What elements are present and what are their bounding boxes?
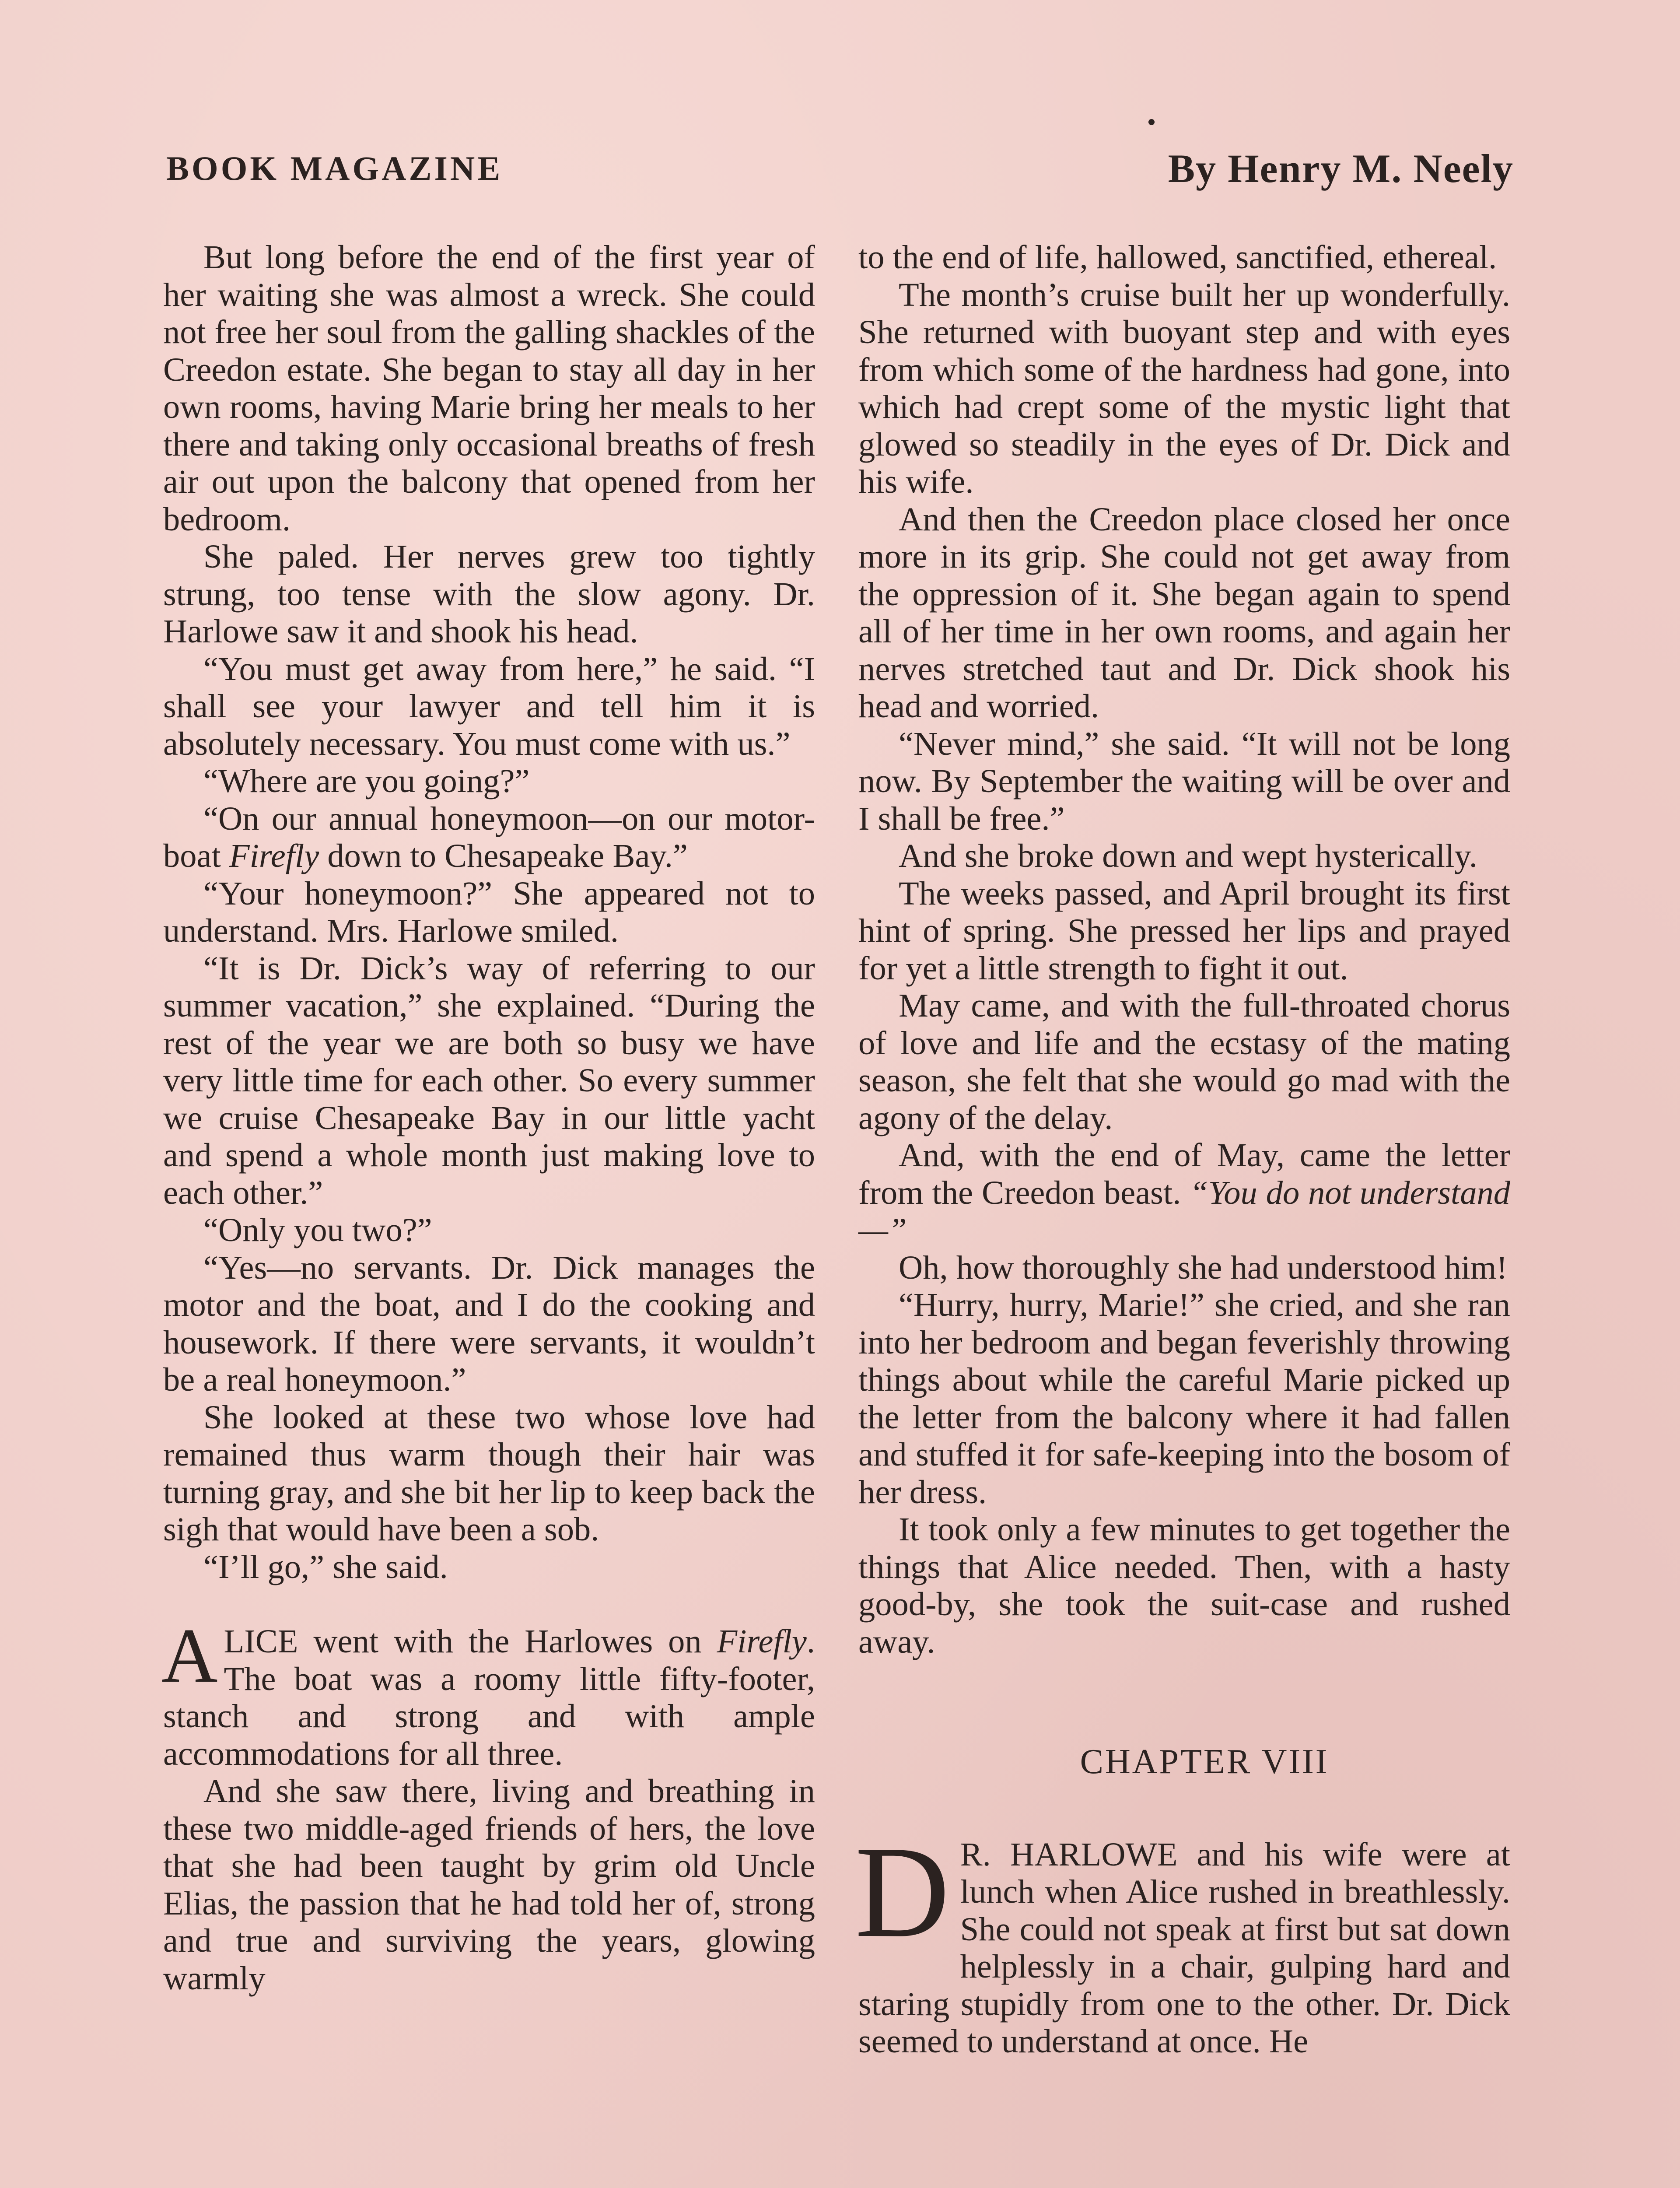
running-head — [166, 146, 1514, 201]
paragraph: Oh, how thoroughly she had understood him! — [899, 1248, 1508, 1286]
paragraph-continued: to the end of life, hallowed, sanctified, ethereal. — [858, 238, 1497, 276]
chapter-heading: CHAPTER VIII — [1080, 1743, 1329, 1781]
paragraph — [858, 1136, 1510, 1249]
paragraph: The weeks passed, and April brought its first hint of spring. She pressed her lips and prayed for yet a little strength to fight it out. — [858, 874, 1510, 987]
paragraph: “It is Dr. Dick’s way of referring to our summer vacation,” she explained. “During the rest of the year we are both so busy we have very little time for each other. So every summer we cruise Chesapeake Bay in our little yacht and spend a whole month just making love to each other.” — [163, 949, 815, 1211]
paragraph: “Hurry, hurry, Marie!” she cried, and she ran into her bedroom and began feverishly throwing things about while the careful Marie picked up the letter from the balcony where it had fallen and stuffed it for safe-keeping into the bosom of her dress. — [858, 1286, 1510, 1511]
boat-name: Firefly — [229, 837, 319, 874]
chapter-opening-paragraph — [855, 1819, 1510, 2060]
paragraph: “Where are you going?” — [203, 762, 530, 799]
paragraph-text: And, with the end of May, came the letter from the Creedon beast. — [858, 1136, 1510, 1211]
paragraph-text: down to Chesapeake Bay.” — [319, 837, 688, 874]
paragraph-text: LICE went with the Harlowes on — [224, 1623, 717, 1660]
right-column — [855, 238, 1510, 2060]
print-speck — [1148, 119, 1155, 125]
boat-name: Firefly — [717, 1623, 807, 1660]
left-column — [163, 238, 815, 1997]
paragraph: She paled. Her nerves grew too tightly strung, too tense with the slow agony. Dr. Harlowe saw it and shook his head. — [163, 538, 815, 650]
paragraph: “Yes—no servants. Dr. Dick manages the motor and the boat, and I do the cooking and housework. If there were servants, it wouldn’t be a real honeymoon.” — [163, 1248, 815, 1398]
paragraph: And she saw there, living and breathing in these two middle-aged friends of hers, the love that she had been taught by grim old Uncle Elias, the passion that he had told her of, strong and true and surviving the years, glowing warmly — [163, 1772, 815, 1997]
paragraph: May came, and with the full-throated chorus of love and life and the ecstasy of the mating season, she felt that she would go mad with the agony of the delay. — [858, 987, 1510, 1136]
paragraph: “Never mind,” she said. “It will not be long now. By September the waiting will be over and I shall be free.” — [858, 725, 1510, 837]
paragraph: “Your honeymoon?” She appeared not to understand. Mrs. Harlowe smiled. — [163, 874, 815, 949]
paragraph: She looked at these two whose love had remained thus warm though their hair was turning gray, and she bit her lip to keep back the sigh that would have been a sob. — [163, 1398, 815, 1548]
paragraph: “You must get away from here,” he said. “I shall see your lawyer and tell him it is absolutely necessary. You must come with us.” — [163, 650, 815, 762]
paragraph: But long before the end of the first year of her waiting she was almost a wreck. She could not free her soul from the galling shackles of the Creedon estate. She began to stay all day in her own rooms, having Marie bring her meals to her there and taking only occasional breaths of fresh air out upon the balcony that opened from her bedroom. — [163, 238, 815, 538]
magazine-title: BOOK MAGAZINE — [166, 149, 503, 187]
paragraph-text: “On our annual honeymoon—on our motor-boat — [163, 799, 815, 874]
section-break — [858, 1781, 1510, 1836]
paragraph — [163, 800, 815, 875]
paragraph: “Only you two?” — [203, 1211, 432, 1248]
section-break — [163, 1585, 815, 1623]
paragraph: The month’s cruise built her up wonderfully. She returned with buoyant step and with eyes from which some of the hardness had gone, into which had crept some of the mystic light that glowed so steadily in the eyes of Dr. Dick and his wife. — [858, 276, 1510, 500]
paragraph-text: . The boat was a roomy little fifty-footer, stanch and strong and with ample accommodations for all three. — [163, 1623, 815, 1772]
paragraph: It took only a few minutes to get together the things that Alice needed. Then, with a hasty good-by, she took the suit-case and rushed away. — [858, 1511, 1510, 1660]
section-break — [858, 1660, 1510, 1743]
drop-cap: D — [855, 1819, 950, 1964]
paragraph-text: R. HARLOWE and his wife were at lunch when Alice rushed in breathlessly. She could not speak at first but sat down helplessly in a chair, gulping hard and staring stupidly from one to the other. Dr. Dick seemed to understand at once. He — [858, 1835, 1510, 2060]
paragraph: And she broke down and wept hysterically. — [899, 837, 1477, 874]
section-opening-paragraph — [161, 1612, 815, 1772]
paragraph: And then the Creedon place closed her once more in its grip. She could not get away from the oppression of it. She began again to spend all of her time in her own rooms, and again her nerves stretched taut and Dr. Dick shook his head and worried. — [858, 500, 1510, 725]
drop-cap: A — [161, 1612, 218, 1699]
letter-quote: “You do not understand—” — [858, 1174, 1510, 1248]
paragraph: “I’ll go,” she said. — [203, 1548, 448, 1585]
author-byline: By Henry M. Neely — [1168, 146, 1514, 191]
